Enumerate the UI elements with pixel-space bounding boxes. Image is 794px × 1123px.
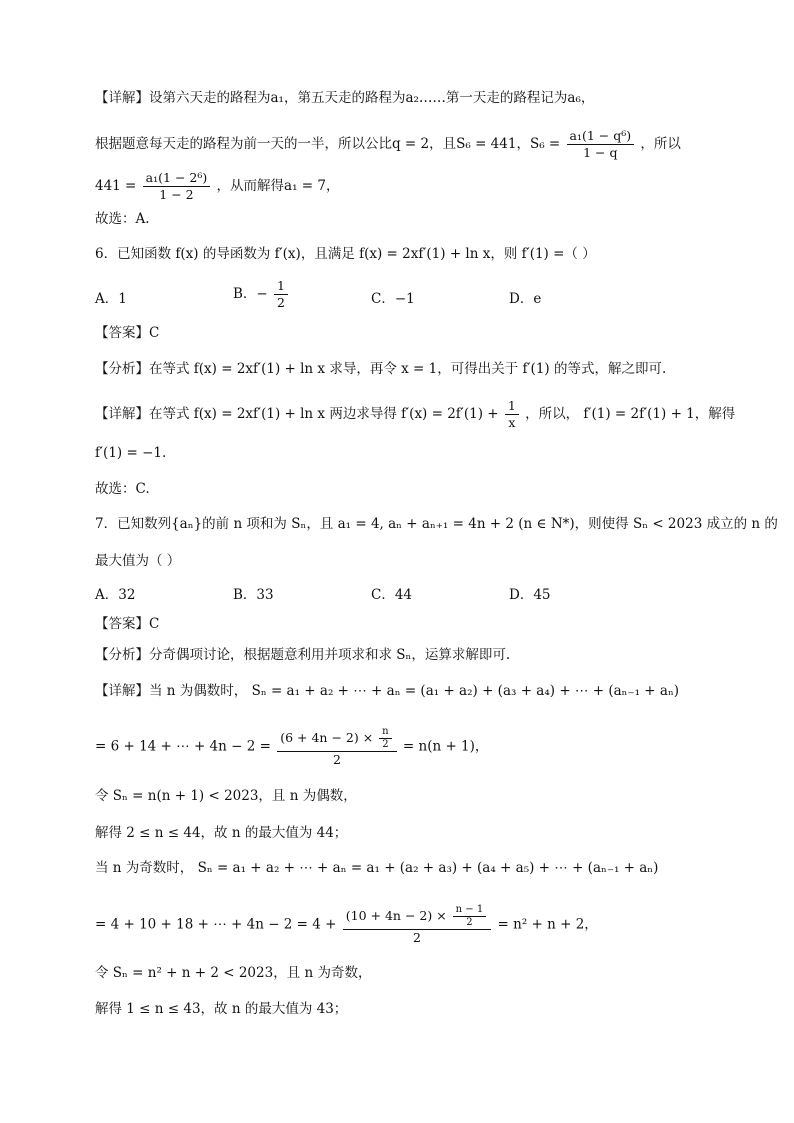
q6-detail-line-1: [95, 398, 735, 431]
fraction-numerator: a₁(1 − 2⁶): [143, 170, 211, 187]
q6-choice-line: 故选：C.: [95, 481, 150, 497]
fraction-denominator: x: [508, 415, 516, 430]
q5-detail-line-1: [95, 88, 594, 108]
q7-odd-inequality: 令 Sₙ = n² + n + 2 < 2023，且 n 为奇数，: [95, 965, 372, 981]
q7-even-fraction: [277, 726, 396, 768]
q7-even-sum: 当 n 为偶数时， Sₙ = a₁ + a₂ + ⋯ + aₙ = (a₁ + a₂) + (a₃ + a₄) + ⋯ + (aₙ₋₁ + aₙ): [149, 683, 680, 699]
detail-label: 【详解】: [95, 683, 149, 699]
inner-numerator: n − 1: [453, 904, 487, 917]
q6-detail-part2: ，所以， f′(1) = 2f′(1) + 1，解得: [525, 406, 736, 422]
option-b-prefix: B．−: [233, 286, 268, 302]
q7-stem-line-1: 7．已知数列{aₙ}的前 n 项和为 Sₙ，且 a₁ = 4, aₙ + aₙ₊₁ = 4n + 2 (n ∈ N*)，则使得 Sₙ < 2023 成立的 n 的: [95, 516, 778, 532]
q6-option-a: A．1: [95, 291, 127, 307]
inner-numerator: n: [379, 726, 391, 739]
q6-option-b: [233, 278, 290, 311]
analysis-label: 【分析】: [95, 647, 149, 663]
q7-detail-even-line: [95, 681, 679, 701]
q7-odd-line: 当 n 为奇数时， Sₙ = a₁ + a₂ + ⋯ + aₙ = a₁ + (a₂ + a₃) + (a₄ + a₅) + ⋯ + (aₙ₋₁ + aₙ): [95, 860, 659, 876]
q6-answer-line: [95, 323, 159, 343]
q7-answer: C: [149, 616, 160, 632]
q7-analysis: 分奇偶项讨论，根据题意利用并项求和求 Sₙ，运算求解即可.: [149, 647, 511, 663]
q6-stem: 6．已知函数 f(x) 的导函数为 f′(x)，且满足 f(x) = 2xf′(1) + ln x，则 f′(1) =（ ）: [95, 246, 596, 262]
q5-equation-end: ，从而解得a₁ = 7，: [216, 178, 340, 194]
q5-ratio-end: ，所以: [640, 136, 681, 152]
q5-detail-line-3: [95, 170, 339, 203]
q6-answer: C: [149, 325, 160, 341]
fraction-numerator: 1: [505, 398, 519, 415]
option-b-fraction: [274, 278, 288, 311]
q5-ratio-text: 根据题意每天走的路程为前一天的一半，所以公比q = 2，且S₆ = 441，S₆ =: [95, 136, 561, 152]
q5-detail-text: 设第六天走的路程为a₁，第五天走的路程为a₂……第一天走的路程记为a₆，: [149, 90, 595, 106]
q7-even-inequality: 令 Sₙ = n(n + 1) < 2023，且 n 为偶数，: [95, 788, 357, 804]
inner-fraction: [453, 904, 487, 929]
numerator-text: (6 + 4n − 2) ×: [280, 730, 378, 745]
numerator-text: (10 + 4n − 2) ×: [345, 908, 451, 923]
q6-analysis-line: [95, 359, 666, 379]
q5-choice-line: 故选：A.: [95, 211, 150, 227]
q5-equation-start: 441 =: [95, 178, 137, 194]
q7-option-d: D．45: [509, 587, 551, 603]
q7-analysis-line: [95, 645, 510, 665]
q7-odd-sum-start: = 4 + 10 + 18 + ⋯ + 4n − 2 = 4 +: [95, 916, 337, 933]
fraction-numerator: a₁(1 − q⁶): [567, 128, 635, 145]
fraction-numerator: [343, 904, 491, 930]
fraction-denominator: 2: [277, 295, 285, 310]
answer-label: 【答案】: [95, 616, 149, 632]
q7-odd-sum-end: = n² + n + 2，: [497, 916, 598, 933]
q7-odd-sum-line: [95, 904, 598, 946]
q6-detail-part1: 在等式 f(x) = 2xf′(1) + ln x 两边求导得 f′(x) = 2f′(1) +: [149, 406, 499, 422]
analysis-label: 【分析】: [95, 361, 149, 377]
q7-odd-fraction: [343, 904, 491, 946]
q7-stem-line-2: 最大值为（ ）: [95, 553, 181, 569]
q7-even-sum-line: [95, 726, 488, 768]
fraction-numerator: 1: [274, 278, 288, 295]
q6-option-d: D．e: [509, 291, 542, 307]
fraction-denominator: 2: [413, 930, 421, 945]
answer-label: 【答案】: [95, 325, 149, 341]
q6-option-c: C．−1: [371, 291, 415, 307]
q5-detail-line-2: [95, 128, 681, 161]
q7-even-sum-end: = n(n + 1)，: [402, 738, 489, 755]
detail-label: 【详解】: [95, 90, 149, 106]
q6-analysis: 在等式 f(x) = 2xf′(1) + ln x 求导，再令 x = 1，可得出关于 f′(1) 的等式，解之即可.: [149, 361, 667, 377]
detail-label: 【详解】: [95, 406, 149, 422]
q7-option-b: B．33: [233, 587, 274, 603]
fraction-denominator: 2: [332, 752, 341, 767]
inner-denominator: 2: [382, 739, 389, 750]
q7-even-solution: 解得 2 ≤ n ≤ 44，故 n 的最大值为 44；: [95, 825, 348, 841]
q7-even-sum-start: = 6 + 14 + ⋯ + 4n − 2 =: [95, 738, 271, 755]
fraction-numerator: [277, 726, 396, 752]
fraction-denominator: 1 − q: [583, 145, 618, 160]
q5-sum-formula-fraction: [567, 128, 635, 161]
q6-detail-line-2: f′(1) = −1.: [95, 445, 167, 461]
q5-equation-fraction: [143, 170, 211, 203]
inner-denominator: 2: [466, 917, 473, 928]
q7-odd-solution: 解得 1 ≤ n ≤ 43，故 n 的最大值为 43；: [95, 1001, 348, 1017]
q6-detail-fraction: [505, 398, 519, 431]
q7-answer-line: [95, 614, 159, 634]
fraction-denominator: 1 − 2: [159, 187, 194, 202]
q7-option-a: A．32: [95, 587, 136, 603]
q7-option-c: C．44: [371, 587, 413, 603]
inner-fraction: [379, 726, 391, 751]
